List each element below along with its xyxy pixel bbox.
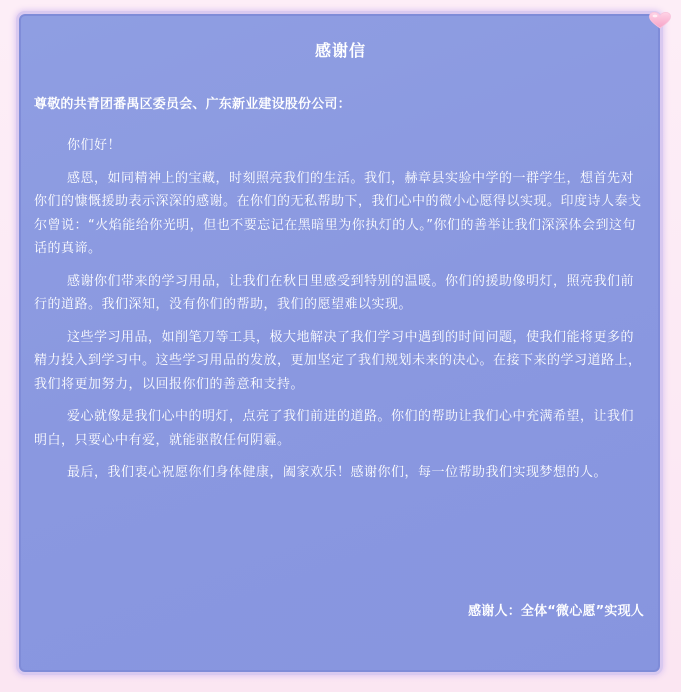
letter-greeting: 你们好！ bbox=[67, 138, 122, 153]
letter-paragraph: 这些学习用品，如削笔刀等工具，极大地解决了我们学习中遇到的时间问题，使我们能将更多的精力投入到学习中。这些学习用品的发放，更加坚定了我们规划未来的决心。在接下来的学习道路上，我们将更加努力，以回报你们的善意和支持。 bbox=[34, 329, 642, 392]
heart-icon bbox=[647, 10, 673, 30]
letter-title: 感谢信 bbox=[314, 41, 366, 60]
letter-body bbox=[34, 134, 647, 494]
letter-salutation: 尊敬的共青团番禺区委员会、广东新业建设股份公司： bbox=[34, 97, 351, 112]
letter-paragraph: 爱心就像是我们心中的明灯，点亮了我们前进的道路。你们的帮助让我们心中充满希望，让我们明白，只要心中有爱，就能驱散任何阴霾。 bbox=[34, 409, 635, 448]
letter-paragraph: 感谢你们带来的学习用品，让我们在秋日里感受到特别的温暖。你们的援助像明灯，照亮我们前行的道路。我们深知，没有你们的帮助，我们的愿望难以实现。 bbox=[34, 273, 635, 312]
letter-signature: 感谢人：全体“微心愿”实现人 bbox=[468, 604, 644, 619]
letter-paragraph: 最后，我们衷心祝愿你们身体健康，阖家欢乐！感谢你们，每一位帮助我们实现梦想的人。 bbox=[67, 465, 608, 480]
letter-paragraph: 感恩，如同精神上的宝藏，时刻照亮我们的生活。我们，赫章县实验中学的一群学生，想首先对你们的慷慨援助表示深深的感谢。在你们的无私帮助下，我们心中的微小心愿得以实现。印度诗人泰戈尔曾说：“火焰能给你光明，但也不要忘记在黑暗里为你执灯的人。”你们的善举让我们深深体会到这句话的真谛。 bbox=[34, 170, 642, 256]
